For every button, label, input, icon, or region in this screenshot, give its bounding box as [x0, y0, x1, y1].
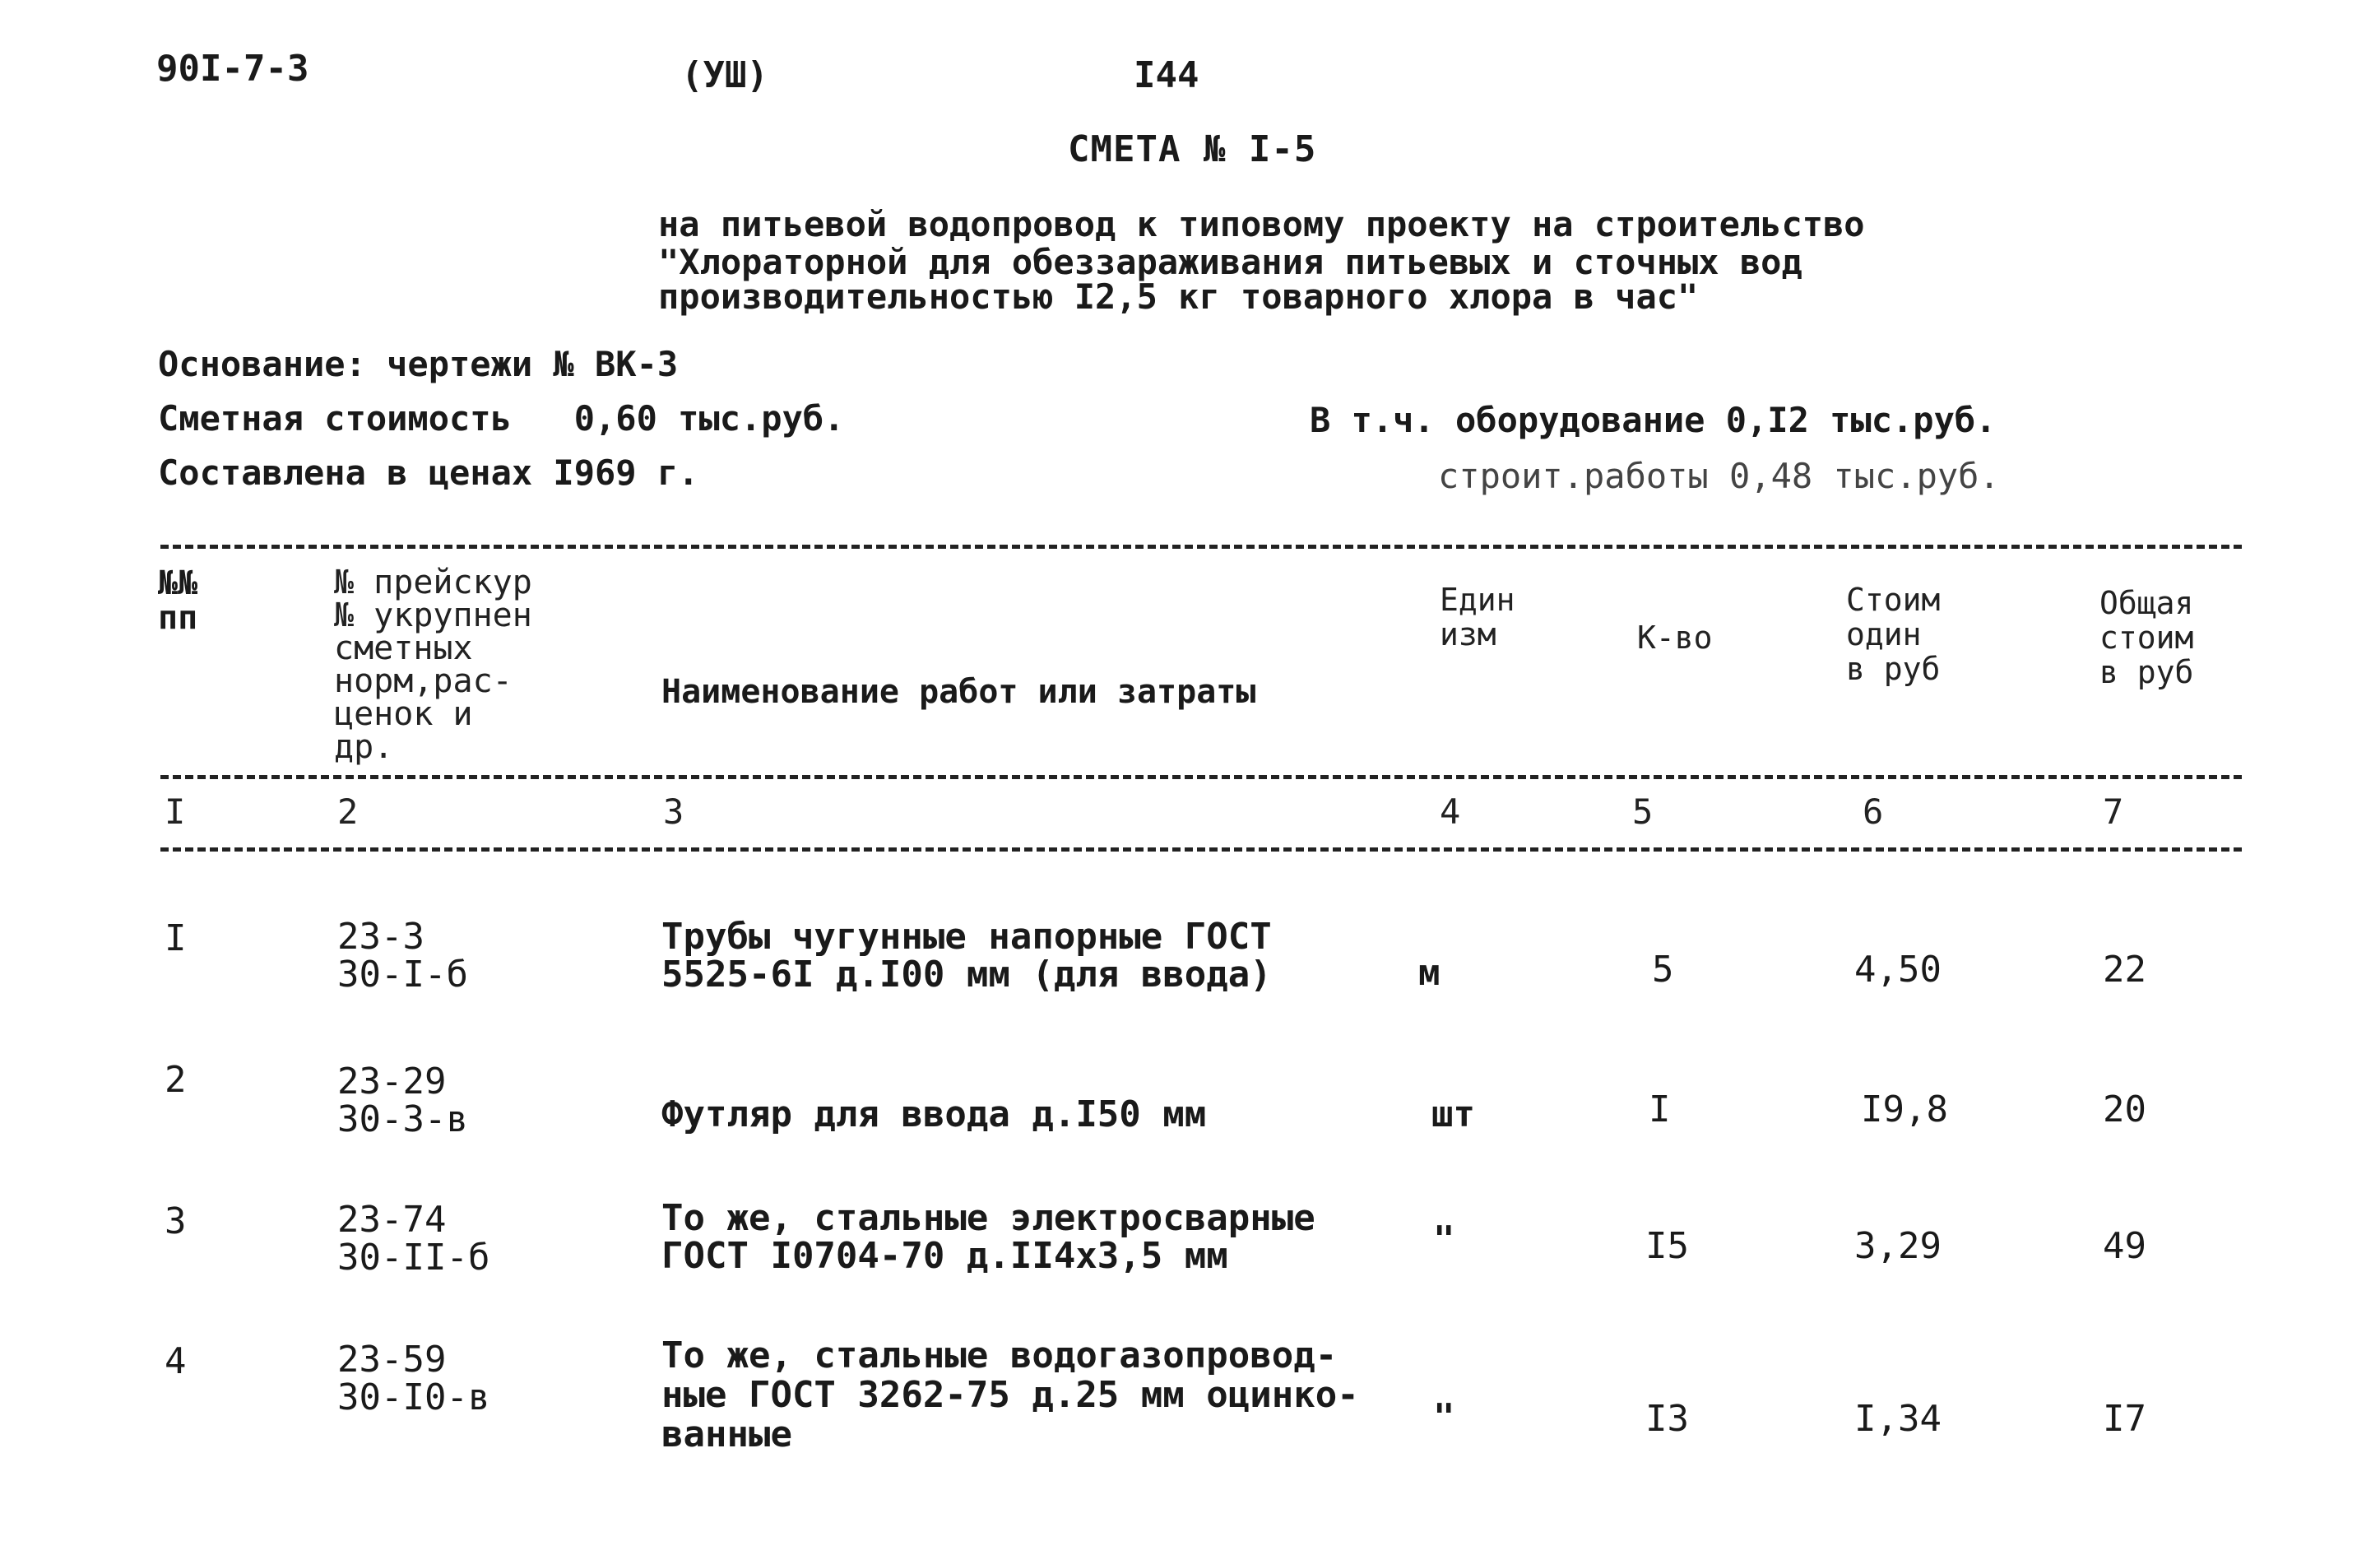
col-number-5: 5: [1632, 791, 1654, 832]
table-row-3-unit-price: 3,29: [1854, 1225, 1942, 1267]
basis-line: Основание: чертежи № ВК-3: [158, 344, 679, 384]
col-number-1: I: [165, 791, 186, 832]
header-col-number: №№ пп: [158, 564, 198, 637]
header-col-unit-price: Стоим один в руб: [1846, 582, 1941, 687]
document-code: 90I-7-3: [156, 48, 309, 90]
table-row-2-code: 23-29 30-3-в: [337, 1061, 468, 1140]
table-row-1-no: I: [165, 917, 187, 959]
table-row-4-no: 4: [165, 1340, 187, 1382]
header-col-unit: Един изм: [1440, 582, 1515, 652]
header-col-name: Наименование работ или затраты: [661, 673, 1256, 711]
table-row-2-no: 2: [165, 1059, 187, 1101]
table-row-3-code: 23-74 30-II-б: [337, 1199, 490, 1279]
table-row-4-name: То же, стальные водогазопровод- ные ГОСТ 3262-75 д.25 мм оцинко- ванные: [661, 1335, 1359, 1455]
table-row-3-total: 49: [2103, 1225, 2146, 1267]
table-row-2-unit: шт: [1431, 1093, 1475, 1135]
table-row-3-no: 3: [165, 1200, 187, 1242]
subtitle-line-1: на питьевой водопровод к типовому проекту на строительство: [658, 204, 1865, 244]
document-title: СМЕТА № I-5: [1068, 128, 1317, 170]
table-row-1-qty: 5: [1652, 949, 1674, 991]
construction-cost-line: строит.работы 0,48 тыс.руб.: [1438, 456, 2000, 496]
col-number-4: 4: [1440, 791, 1461, 832]
table-row-4-code: 23-59 30-I0-в: [337, 1339, 490, 1418]
table-top-rule: [160, 545, 2242, 549]
compiled-line: Составлена в ценах I969 г.: [158, 453, 699, 493]
equipment-cost-line: В т.ч. оборудование 0,I2 тыс.руб.: [1310, 400, 1997, 440]
table-row-1-total: 22: [2103, 949, 2146, 991]
table-row-1-unit: м: [1418, 952, 1441, 994]
table-row-3-qty: I5: [1645, 1225, 1689, 1267]
page-number: I44: [1134, 54, 1199, 96]
table-row-4-qty: I3: [1645, 1398, 1689, 1440]
table-row-4-total: I7: [2103, 1398, 2146, 1440]
column-numbers-bottom-rule: [160, 847, 2242, 852]
table-row-2-total: 20: [2103, 1088, 2146, 1130]
header-bottom-rule: [160, 775, 2242, 779]
subtitle-line-2: "Хлораторной для обеззараживания питьевых и сточных вод: [658, 242, 1802, 282]
volume-label: (УШ): [681, 54, 768, 96]
col-number-7: 7: [2103, 791, 2124, 832]
col-number-6: 6: [1863, 791, 1884, 832]
table-row-2-name: Футляр для ввода д.I50 мм: [661, 1093, 1207, 1135]
table-row-2-qty: I: [1649, 1088, 1671, 1130]
subtitle-line-3: производительностью I2,5 кг товарного хлора в час": [658, 276, 1699, 317]
table-row-1-code: 23-3 30-I-б: [337, 916, 468, 996]
col-number-2: 2: [337, 791, 359, 832]
table-row-1-unit-price: 4,50: [1854, 949, 1942, 991]
header-col-qty: К-во: [1637, 620, 1713, 656]
table-row-3-name: То же, стальные электросварные ГОСТ I0704-70 д.II4х3,5 мм: [661, 1197, 1315, 1277]
header-col-total: Общая стоим в руб: [2099, 585, 2194, 690]
table-row-4-unit: ": [1433, 1396, 1455, 1438]
table-row-3-unit: ": [1433, 1218, 1455, 1260]
table-row-2-unit-price: I9,8: [1861, 1088, 1948, 1130]
table-row-1-name: Трубы чугунные напорные ГОСТ 5525-6I д.I00 мм (для ввода): [661, 916, 1272, 996]
header-col-code: № прейскур № укрупнен сметных норм,рас- ценок и др.: [334, 564, 532, 766]
col-number-3: 3: [663, 791, 684, 832]
estimated-cost-line: Сметная стоимость 0,60 тыс.руб.: [158, 398, 845, 439]
table-row-4-unit-price: I,34: [1854, 1398, 1942, 1440]
